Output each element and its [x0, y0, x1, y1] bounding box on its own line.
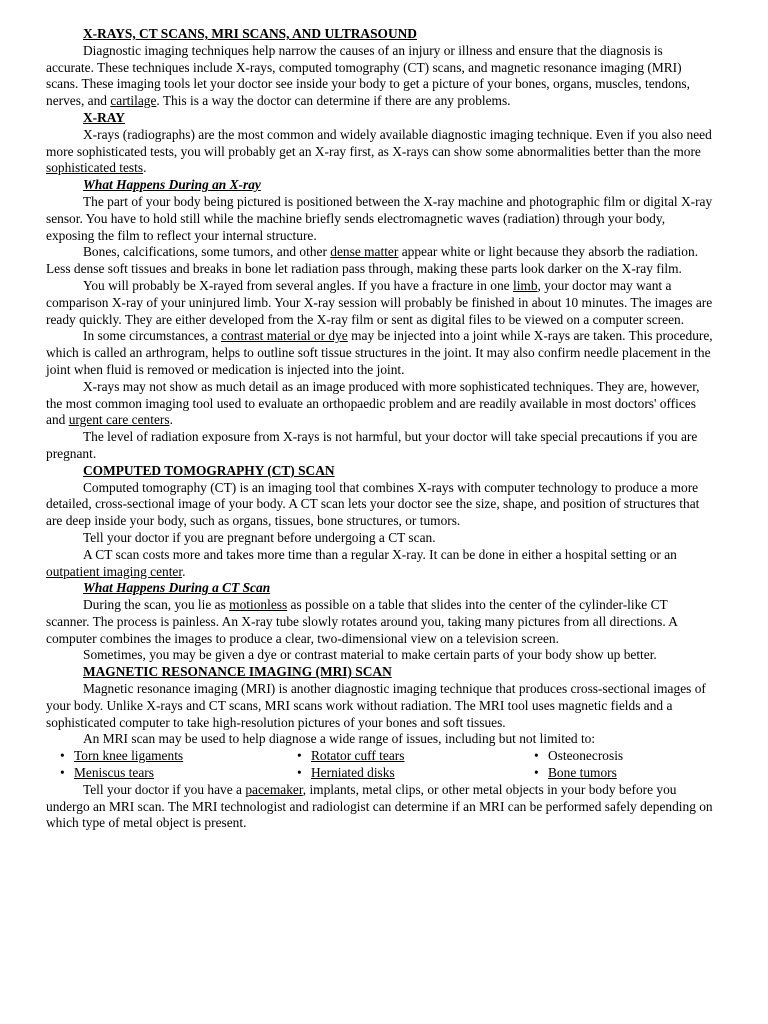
link-rotator-cuff-tears[interactable]: Rotator cuff tears [311, 748, 405, 764]
document-page [46, 26, 714, 832]
ct-p3-text-2: . [182, 563, 186, 579]
link-pacemaker[interactable]: pacemaker [245, 781, 303, 797]
ct-p3-text-1: A CT scan costs more and takes more time than a regular X-ray. It can be done in either a hospital setting or an [83, 546, 677, 562]
link-meniscus-tears[interactable]: Meniscus tears [74, 765, 154, 781]
xray-paragraph-4 [46, 278, 714, 328]
link-urgent-care-centers[interactable]: urgent care centers [68, 412, 170, 428]
link-dense-matter[interactable]: dense matter [330, 244, 399, 260]
intro-text-1: Diagnostic imaging techniques help narrow the causes of an injury or illness and ensure that the diagnosis is accurate. These techniques include X-rays, computed tomography (CT) scans, and magnetic resonance imaging (MRI) scans. These imaging tools let your doctor see inside your body to get a picture of your bones, organs, muscles, tendons, nerves, and [46, 42, 690, 109]
list-item [283, 748, 520, 765]
link-cartilage[interactable]: cartilage [110, 93, 157, 109]
ct-paragraph-4 [46, 597, 714, 647]
mri-p3-text-2: , implants, metal clips, or other metal objects in your body before you undergo an MRI scan. The MRI technologist and radiologist can determine if an MRI can be performed safely depending on which type of metal object is present. [46, 781, 713, 831]
link-herniated-disks[interactable]: Herniated disks [311, 765, 395, 781]
xray-p4-text-2: , your doctor may want a comparison X-ray of your uninjured limb. Your X-ray session will probably be finished in about 10 minutes. The images are ready quickly. They are either developed from the X-ray film or sent as digital files to be viewed on a computer screen. [46, 277, 713, 327]
xray-p1-text-2: . [143, 160, 147, 176]
link-motionless[interactable]: motionless [229, 597, 288, 613]
mri-heading: MAGNETIC RESONANCE IMAGING (MRI) SCAN [83, 664, 392, 680]
xray-paragraph-7: The level of radiation exposure from X-rays is not harmful, but your doctor will take special precautions if you are pregnant. [46, 429, 698, 461]
xray-p3-text-1: Bones, calcifications, some tumors, and other [83, 244, 331, 260]
list-item [520, 765, 714, 782]
ct-heading: COMPUTED TOMOGRAPHY (CT) SCAN [83, 462, 335, 478]
xray-p5-text-1: In some circumstances, a [83, 328, 221, 344]
mri-p3-text-1: Tell your doctor if you have a [83, 781, 246, 797]
link-torn-knee-ligaments[interactable]: Torn knee ligaments [74, 748, 184, 764]
mri-paragraph-1: Magnetic resonance imaging (MRI) is another diagnostic imaging technique that produces cross-sectional images of your body. Unlike X-rays and CT scans, MRI scans work without radiation. The MRI tool uses magnetic fields and a sophisticated computer to take high-resolution pictures of your bones and soft tissues. [46, 681, 706, 730]
document-title: X-RAYS, CT SCANS, MRI SCANS, AND ULTRASOUND [83, 26, 417, 41]
xray-p1-text-1: X-rays (radiographs) are the most common and widely available diagnostic imaging technique. Even if you also need more sophisticated tests, you will probably get an X-ray first, as X-rays can show some abnormalities better than the more [46, 126, 712, 159]
xray-p4-text-1: You will probably be X-rayed from several angles. If you have a fracture in one [83, 277, 513, 293]
xray-p6-text-1: X-rays may not show as much detail as an image produced with more sophisticated techniques. They are, however, the most common imaging tool used to evaluate an orthopaedic problem and are readily available in most doctors' offices and [46, 378, 700, 428]
xray-paragraph-6 [46, 379, 714, 429]
ct-paragraph-2: Tell your doctor if you are pregnant before undergoing a CT scan. [83, 529, 436, 545]
ct-paragraph-3 [46, 547, 714, 581]
intro-text-2: . This is a way the doctor can determine if there are any problems. [156, 93, 511, 109]
list-item-osteonecrosis: Osteonecrosis [548, 748, 624, 764]
xray-heading: X-RAY [83, 109, 125, 125]
link-bone-tumors[interactable]: Bone tumors [548, 765, 617, 781]
xray-paragraph-1 [46, 127, 714, 177]
xray-p6-text-2: . [169, 412, 173, 428]
ct-subheading: What Happens During a CT Scan [83, 580, 271, 596]
ct-p4-text-2: as possible on a table that slides into the center of the cylinder-like CT scanner. The process is painless. An X-ray tube slowly rotates around you, taking many pictures from all directions. A computer combines the images to produce a clear, two-dimensional view on a television screen. [46, 597, 678, 646]
link-sophisticated-tests[interactable]: sophisticated tests [46, 160, 144, 176]
intro-paragraph [46, 43, 714, 110]
mri-conditions-list [46, 748, 714, 782]
link-limb[interactable]: limb [512, 277, 538, 293]
list-item [46, 765, 283, 782]
mri-paragraph-3 [46, 782, 714, 832]
xray-subheading: What Happens During an X-ray [83, 177, 261, 193]
ct-paragraph-5: Sometimes, you may be given a dye or contrast material to make certain parts of your body show up better. [83, 647, 657, 663]
xray-paragraph-5 [46, 328, 714, 378]
mri-paragraph-2: An MRI scan may be used to help diagnose a wide range of issues, including but not limited to: [83, 731, 596, 747]
xray-p5-text-2: may be injected into a joint while X-rays are taken. This procedure, which is called an arthrogram, helps to outline soft tissue structures in the joint. It may also confirm needle placement in the joint when fluid is removed or medication is injected into the joint. [46, 328, 713, 377]
ct-paragraph-1: Computed tomography (CT) is an imaging tool that combines X-rays with computer technology to produce a more detailed, cross-sectional image of your body. A CT scan lets your doctor see the size, shape, and position of structures that are deep inside your body, such as organs, tissues, bone structures, or tumors. [46, 479, 700, 529]
list-item [520, 748, 714, 765]
xray-p3-text-2: appear white or light because they absorb the radiation. Less dense soft tissues and breaks in bone let radiation pass through, making these parts look darker on the X-ray film. [46, 244, 699, 277]
link-outpatient-imaging-center[interactable]: outpatient imaging center [46, 563, 183, 579]
xray-paragraph-3 [46, 244, 714, 278]
list-item [283, 765, 520, 782]
list-item [46, 748, 283, 765]
link-contrast-material[interactable]: contrast material or dye [220, 328, 348, 344]
ct-p4-text-1: During the scan, you lie as [83, 597, 230, 613]
xray-paragraph-2: The part of your body being pictured is positioned between the X-ray machine and photographic film or digital X-ray sensor. You have to hold still while the machine briefly sends electromagnetic waves (radiation) through your body, exposing the film to reflect your internal structure. [46, 193, 713, 243]
